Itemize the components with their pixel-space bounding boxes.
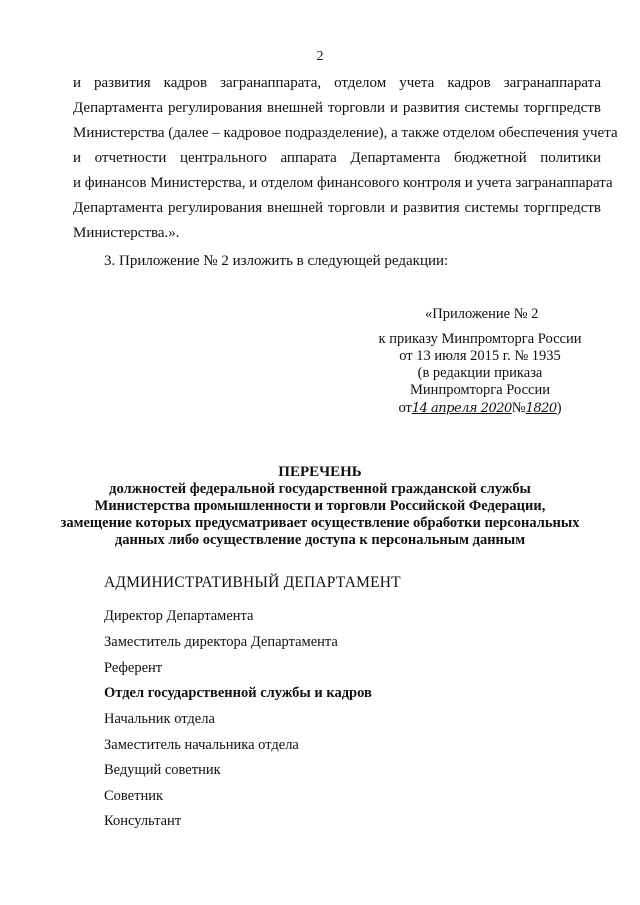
list-title-heading: ПЕРЕЧЕНЬ: [278, 464, 362, 480]
appendix-signed-line: [340, 400, 620, 417]
appendix-line-2: от 13 июля 2015 г. № 1935: [399, 348, 561, 364]
body-line-1: и развития кадров загранаппарата, отделом учета кадров загранаппарата: [73, 75, 601, 91]
list-title-line-2: Министерства промышленности и торговли Российской Федерации,: [94, 498, 546, 514]
position-item: Референт: [104, 660, 163, 676]
body-line-3: Министерства (далее – кадровое подразделение), а также отделом обеспечения учета: [73, 125, 618, 141]
page-number: 2: [316, 49, 324, 64]
body-line-5: и финансов Министерства, и отделом финансового контроля и учета загранаппарата: [73, 175, 613, 191]
position-item: Консультант: [104, 813, 182, 829]
appendix-line-3: (в редакции приказа: [417, 365, 543, 381]
position-item: Советник: [104, 788, 164, 804]
body-line-7: Министерства.».: [73, 225, 180, 241]
number-prefix: №: [511, 400, 526, 416]
appendix-heading: «Приложение № 2: [425, 306, 539, 322]
body-line-4: и отчетности центрального аппарата Департамента бюджетной политики: [73, 150, 601, 166]
list-title-line-3: замещение которых предусматривает осуществление обработки персональных: [60, 515, 580, 531]
item-3-text: 3. Приложение № 2 изложить в следующей редакции:: [104, 253, 449, 269]
body-line-6: Департамента регулирования внешней торговли и развития системы торгпредств: [73, 200, 601, 216]
department-heading: АДМИНИСТРАТИВНЫЙ ДЕПАРТАМЕНТ: [104, 574, 401, 591]
position-item: Заместитель директора Департамента: [104, 634, 338, 650]
handwritten-date: 14 апреля 2020: [411, 401, 512, 416]
list-title-line-1: должностей федеральной государственной гражданской службы: [109, 481, 531, 497]
position-item: Ведущий советник: [104, 762, 221, 778]
closing-paren: ): [556, 400, 562, 416]
body-line-2: Департамента регулирования внешней торговли и развития системы торгпредств: [73, 100, 601, 116]
appendix-line-4: Минпромторга России: [410, 382, 550, 398]
appendix-line-1: к приказу Минпромторга России: [378, 331, 582, 347]
handwritten-number: 1820: [525, 401, 557, 416]
position-item: Начальник отдела: [104, 711, 215, 727]
list-title-line-4: данных либо осуществление доступа к персональным данным: [114, 532, 526, 548]
section-heading: Отдел государственной службы и кадров: [104, 685, 372, 701]
position-item: Заместитель начальника отдела: [104, 737, 299, 753]
from-prefix: от: [398, 400, 412, 416]
position-item: Директор Департамента: [104, 608, 254, 624]
